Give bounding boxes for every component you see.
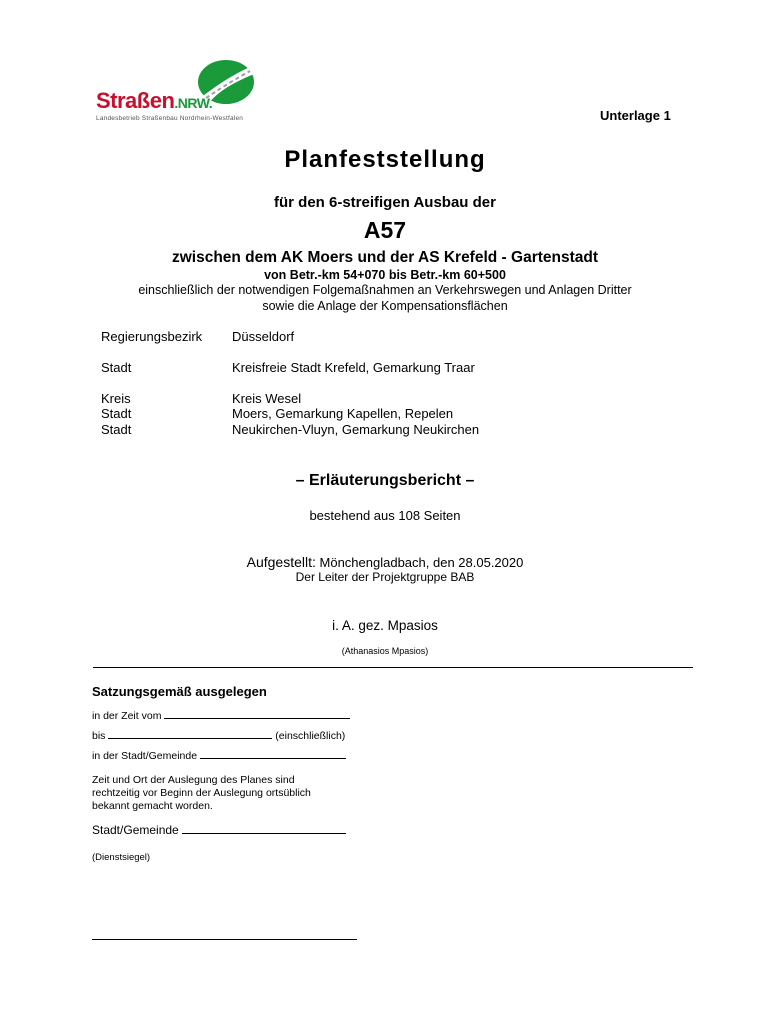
bis-blank (108, 728, 272, 739)
pages-note: bestehend aus 108 Seiten (309, 508, 461, 523)
aufgestellt-text: Mönchengladbach, den 28.05.2020 (319, 555, 524, 570)
note-line-2: rechtzeitig vor Beginn der Auslegung ortsüblich (92, 787, 311, 799)
info-value-kreis: Kreis Wesel (232, 391, 302, 406)
stadt-gemeinde-sign-blank (182, 823, 346, 834)
km-range: von Betr.-km 54+070 bis Betr.-km 60+500 (264, 268, 506, 282)
unterlage-label: Unterlage 1 (600, 108, 671, 123)
note-line-3: bekannt gemacht worden. (92, 800, 213, 812)
stadt-gemeinde-sign-label: Stadt/Gemeinde (92, 823, 179, 837)
stadt-gemeinde-label: in der Stadt/Gemeinde (92, 750, 198, 762)
bis-label: bis (92, 730, 106, 742)
stadt-gemeinde-line (92, 748, 346, 763)
aufgestellt-line (0, 554, 770, 570)
aufgestellt-label: Aufgestellt: (246, 554, 316, 570)
info-label-stadt-moers: Stadt (101, 406, 132, 421)
subtitle: für den 6-streifigen Ausbau der (274, 194, 496, 211)
auslegung-note (92, 774, 311, 813)
zeit-line (92, 708, 350, 723)
signature-name: (Athanasios Mpasios) (341, 646, 429, 656)
divider (93, 667, 693, 668)
info-label-regierungsbezirk: Regierungsbezirk (101, 329, 203, 344)
strassen-nrw-logo (96, 58, 266, 128)
stadt-gemeinde-blank (200, 748, 346, 759)
info-value-regierungsbezirk: Düsseldorf (232, 329, 295, 344)
signature-blank-line (92, 939, 357, 940)
info-value-neukirchen: Neukirchen-Vluyn, Gemarkung Neukirchen (232, 422, 480, 437)
note-line-1: Zeit und Ort der Auslegung des Planes sind (92, 774, 295, 786)
info-value-moers: Moers, Gemarkung Kapellen, Repelen (232, 406, 454, 421)
route-description: zwischen dem AK Moers und der AS Krefeld - Gartenstadt (171, 249, 599, 266)
logo-word: Straßen (96, 88, 175, 113)
logo-suffix: .NRW. (174, 95, 213, 111)
info-label-stadt-neukirchen: Stadt (101, 422, 132, 437)
logo-subtitle: Landesbetrieb Straßenbau Nordrhein-Westfalen (96, 115, 244, 122)
inclusion-line-2: sowie die Anlage der Kompensationsflächen (262, 299, 508, 313)
bis-suffix: (einschließlich) (275, 730, 346, 742)
zeit-blank (164, 708, 350, 719)
bis-line (92, 728, 345, 743)
report-title: – Erläuterungsbericht – (295, 472, 475, 489)
info-label-stadt: Stadt (101, 360, 132, 375)
zeit-label: in der Zeit vom (92, 710, 162, 722)
page-title: Planfeststellung (284, 146, 486, 173)
stadt-gemeinde-signature-line (92, 823, 346, 837)
logo-wordmark (96, 88, 212, 114)
info-label-kreis: Kreis (101, 391, 131, 406)
info-value-stadt: Kreisfreie Stadt Krefeld, Gemarkung Traar (232, 360, 475, 375)
signature-line: i. A. gez. Mpasios (332, 618, 438, 633)
dienstsiegel-label: (Dienstsiegel) (92, 852, 151, 863)
inclusion-line-1: einschließlich der notwendigen Folgemaßnahmen an Verkehrswegen und Anlagen Dritter (138, 283, 632, 297)
leiter-line: Der Leiter der Projektgruppe BAB (295, 570, 475, 584)
road-name: A57 (363, 217, 407, 243)
satzung-title: Satzungsgemäß ausgelegen (92, 684, 267, 699)
